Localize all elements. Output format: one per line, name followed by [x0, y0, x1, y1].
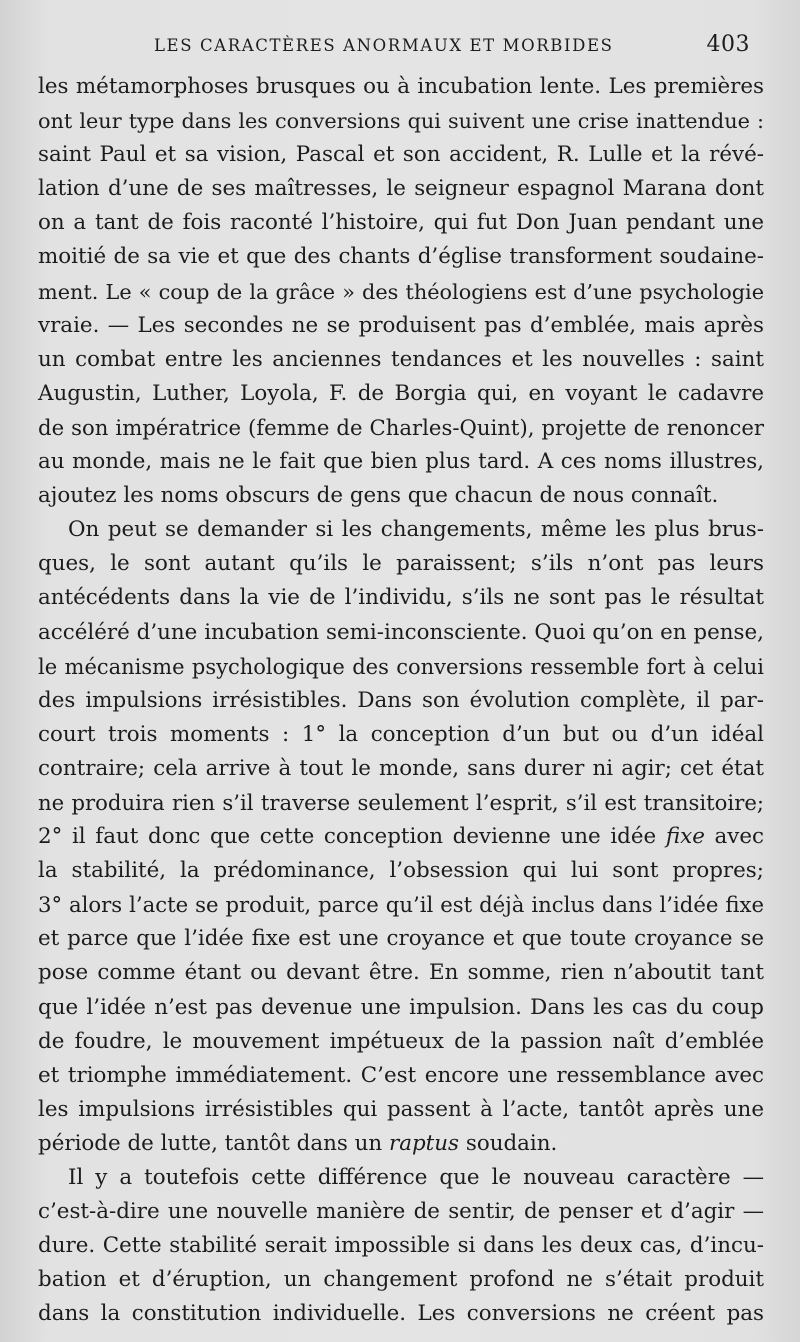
text-segment: accéléré d’une incubation semi-inconsciente. Quoi qu’on en pense,	[38, 619, 764, 645]
text-line	[38, 1229, 764, 1263]
text-line	[38, 275, 764, 309]
text-segment: on a tant de fois raconté l’histoire, qui fut Don Juan pendant une	[38, 210, 764, 236]
text-line	[38, 172, 764, 206]
text-segment: c’est-à-dire une nouvelle manière de sentir, de penser et d’agir —	[38, 1199, 764, 1225]
running-title: LES CARACTÈRES ANORMAUX ET MORBIDES	[154, 36, 614, 55]
text-segment: ajoutez les noms obscurs de gens que chacun de nous connaît.	[38, 483, 719, 509]
text-line	[38, 343, 764, 377]
text-line	[38, 922, 764, 956]
text-segment: contraire; cela arrive à tout le monde, sans durer ni agir; cet état	[38, 755, 764, 781]
text-segment: soudain.	[459, 1130, 558, 1156]
text-segment: au monde, mais ne le fait que bien plus tard. A ces noms illustres,	[38, 449, 764, 475]
text-segment: 3° alors l’acte se produit, parce qu’il est déjà inclus dans l’idée fixe	[38, 892, 764, 918]
text-segment: avec	[704, 824, 764, 850]
text-segment: ne produira rien s’il traverse seulement l’esprit, s’il est transitoire;	[38, 789, 764, 815]
text-line	[38, 684, 764, 718]
text-line	[38, 1025, 764, 1059]
text-segment: et triomphe immédiatement. C’est encore une ressemblance avec	[38, 1062, 764, 1088]
page-number: 403	[706, 32, 750, 57]
text-line	[38, 786, 764, 820]
text-segment: Il y a toutefois cette différence que le nouveau caractère —	[68, 1165, 764, 1190]
text-line	[38, 1263, 764, 1297]
text-segment: que l’idée n’est pas devenue une impulsion. Dans les cas du coup	[38, 994, 764, 1020]
text-segment: période de lutte, tantôt dans un	[38, 1130, 390, 1156]
text-segment: ques, le sont autant qu’ils le paraissent; s’ils n’ont pas leurs	[38, 551, 764, 577]
text-segment: un combat entre les anciennes tendances et les nouvelles : saint	[38, 346, 764, 372]
italic-text: raptus	[389, 1130, 460, 1156]
text-line	[38, 547, 764, 581]
text-segment: de son impératrice (femme de Charles-Quint), projette de renoncer	[38, 414, 764, 440]
text-line	[38, 206, 764, 240]
text-segment: moitié de sa vie et que des chants d’église transforment soudaine-	[38, 244, 764, 270]
text-line	[38, 1161, 764, 1195]
page-header	[40, 32, 750, 62]
text-line	[38, 650, 764, 684]
text-segment: ont leur type dans les conversions qui suivent une crise inattendue :	[38, 109, 764, 134]
text-segment: dans la constitution individuelle. Les conversions ne créent pas	[38, 1301, 764, 1327]
text-line	[38, 138, 764, 172]
text-segment: bation et d’éruption, un changement profond ne s’était produit	[38, 1267, 764, 1293]
text-line	[38, 956, 764, 990]
text-line	[38, 820, 764, 854]
text-line	[38, 991, 764, 1025]
text-line	[38, 1059, 764, 1093]
italic-text: fixe	[665, 824, 705, 850]
text-line	[38, 1297, 764, 1331]
text-segment: les impulsions irrésistibles qui passent à l’acte, tantôt après une	[38, 1096, 764, 1122]
text-segment: vraie. — Les secondes ne se produisent pas d’emblée, mais après	[38, 312, 764, 338]
text-line	[38, 104, 764, 138]
text-line	[38, 718, 764, 752]
text-segment: la stabilité, la prédominance, l’obsession qui lui sont propres;	[38, 858, 764, 884]
text-segment: de foudre, le mouvement impétueux de la passion naît d’emblée	[38, 1028, 764, 1054]
text-line	[38, 1093, 764, 1127]
text-segment: et parce que l’idée fixe est une croyance et que toute croyance se	[38, 926, 764, 952]
text-segment: les métamorphoses brusques ou à incubation lente. Les premières	[38, 74, 764, 99]
text-line	[38, 752, 764, 786]
text-segment: des impulsions irrésistibles. Dans son évolution complète, il par-	[38, 687, 764, 713]
text-line	[38, 1127, 764, 1161]
text-line	[38, 309, 764, 343]
text-line	[38, 240, 764, 274]
text-line	[38, 581, 764, 615]
text-line	[38, 377, 764, 411]
text-line	[38, 1195, 764, 1229]
text-segment: le mécanisme psychologique des conversions ressemble fort à celui	[38, 654, 764, 679]
text-segment: ment. Le « coup de la grâce » des théologiens est d’une psychologie	[38, 279, 764, 304]
text-segment: Augustin, Luther, Loyola, F. de Borgia qui, en voyant le cadavre	[38, 380, 764, 406]
text-line	[38, 888, 764, 922]
text-line	[38, 479, 764, 513]
text-segment: antécédents dans la vie de l’individu, s’ils ne sont pas le résultat	[38, 585, 764, 611]
text-line	[38, 854, 764, 888]
text-segment: court trois moments : 1° la conception d’un but ou d’un idéal	[38, 721, 764, 747]
text-segment: saint Paul et sa vision, Pascal et son accident, R. Lulle et la révé-	[38, 142, 764, 168]
text-line	[38, 70, 764, 104]
text-segment: lation d’une de ses maîtresses, le seigneur espagnol Marana dont	[38, 176, 764, 202]
body-text	[38, 70, 764, 1331]
text-line	[38, 616, 764, 650]
text-segment: pose comme étant ou devant être. En somme, rien n’aboutit tant	[38, 960, 764, 986]
text-segment: On peut se demander si les changements, même les plus brus-	[68, 517, 764, 543]
text-line	[38, 445, 764, 479]
text-segment: 2° il faut donc que cette conception devienne une idée	[38, 824, 666, 850]
text-line	[38, 411, 764, 445]
text-line	[38, 513, 764, 547]
text-segment: dure. Cette stabilité serait impossible si dans les deux cas, d’incu-	[38, 1233, 764, 1259]
